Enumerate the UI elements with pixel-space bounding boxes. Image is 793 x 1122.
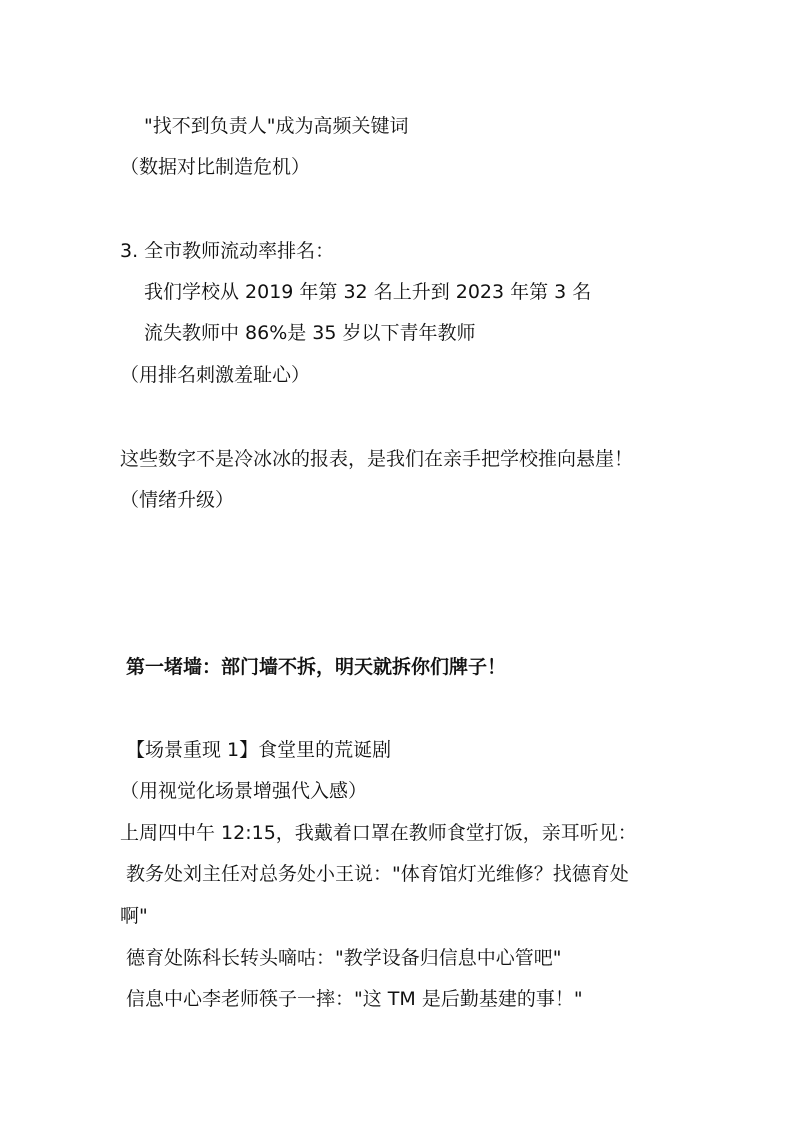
keyword-line: "找不到负责人"成为高频关键词 <box>144 115 409 137</box>
ranking-heading: 3. 全市教师流动率排名： <box>120 240 335 262</box>
emotional-statement: 这些数字不是冷冰冰的报表，是我们在亲手把学校推向悬崖！ <box>120 448 634 470</box>
quote-liu-director-continued: 啊" <box>120 905 148 927</box>
note-emotion-upgrade: （情绪升级） <box>120 489 235 511</box>
section-title-first-wall: 第一堵墙：部门墙不拆，明天就拆你们牌子！ <box>126 656 507 678</box>
quote-liu-director: 教务处刘主任对总务处小王说："体育馆灯光维修？找德育处 <box>126 863 629 885</box>
ranking-item-young-teachers: 流失教师中 86%是 35 岁以下青年教师 <box>144 322 476 344</box>
ranking-item-school: 我们学校从 2019 年第 32 名上升到 2023 年第 3 名 <box>144 281 592 303</box>
note-visual-scene: （用视觉化场景增强代入感） <box>120 780 368 802</box>
quote-chen-section-chief: 德育处陈科长转头嘀咕："教学设备归信息中心管吧" <box>126 947 562 969</box>
note-data-contrast: （数据对比制造危机） <box>120 156 311 178</box>
quote-li-teacher: 信息中心李老师筷子一摔："这 TM 是后勤基建的事！" <box>126 988 583 1010</box>
note-ranking-shame: （用排名刺激羞耻心） <box>120 364 311 386</box>
scene-title: 【场景重现 1】食堂里的荒诞剧 <box>126 739 392 761</box>
scene-intro: 上周四中午 12:15，我戴着口罩在教师食堂打饭，亲耳听见： <box>120 822 637 844</box>
